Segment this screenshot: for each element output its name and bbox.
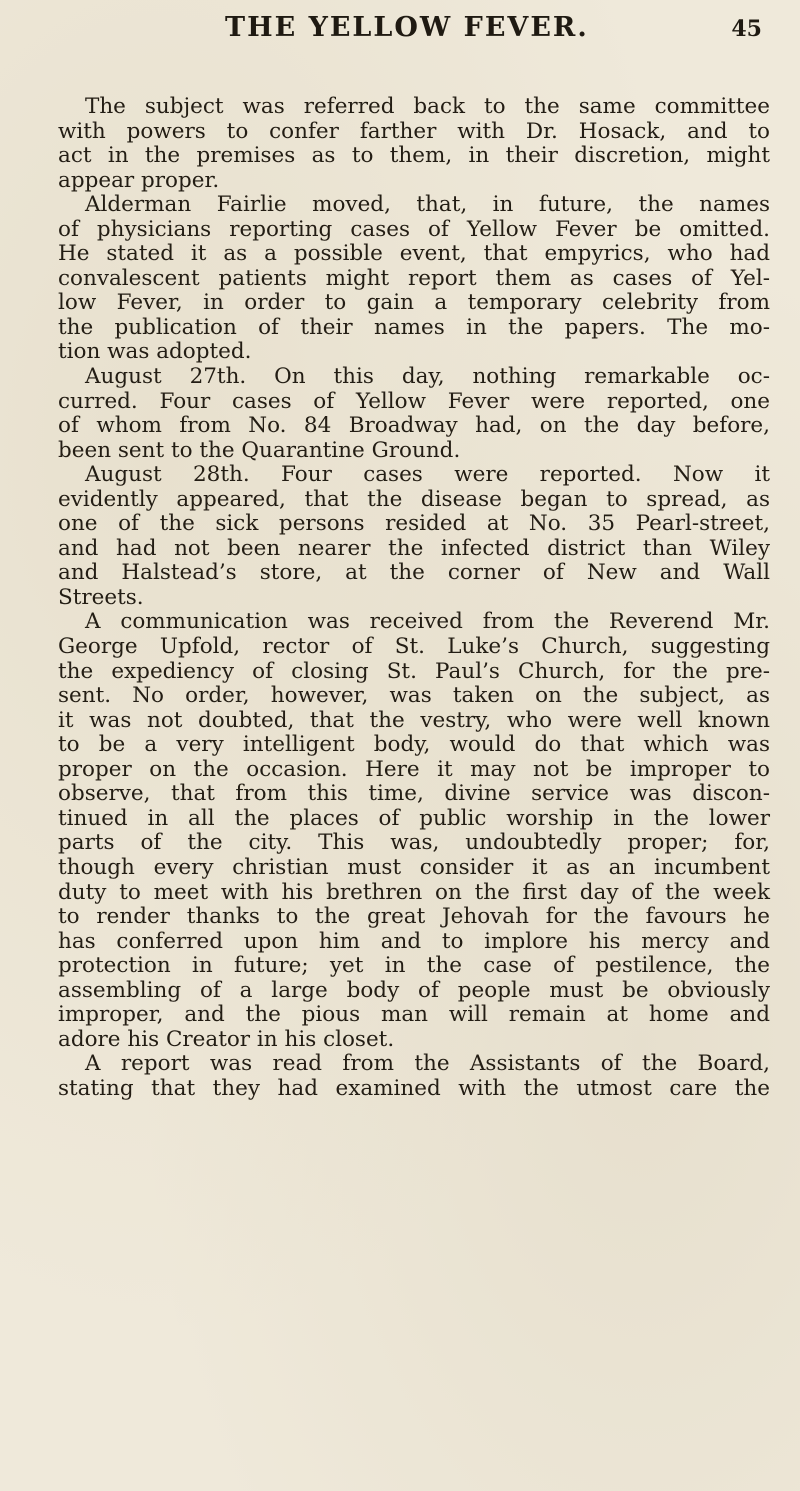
text-line: of physicians reporting cases of Yellow Fever be omitted. [58,216,770,242]
text-line: convalescent patients might report them as cases of Yel- [58,265,770,291]
text-line: to render thanks to the great Jehovah for the favours he [58,904,770,930]
text-line: stating that they had examined with the utmost care the [58,1075,770,1101]
text-line: protection in future; yet in the case of pestilence, the [58,953,770,979]
text-line: August 28th. Four cases were reported. Now it [85,462,770,488]
text-line: A communication was received from the Reverend Mr. [85,609,770,635]
text-line: low Fever, in order to gain a temporary celebrity from [58,290,770,316]
text-line: improper, and the pious man will remain at home and [58,1002,770,1028]
text-line: Streets. [58,584,144,610]
body-text [58,95,770,1101]
text-line: it was not doubted, that the vestry, who were well known [58,707,770,733]
text-line: with powers to confer farther with Dr. Hosack, and to [58,118,770,144]
running-title: THE YELLOW FEVER. [225,12,589,43]
text-line: He stated it as a possible event, that empyrics, who had [58,241,770,267]
text-line: and Halstead’s store, at the corner of New and Wall [58,560,770,586]
page-number: 45 [731,16,762,42]
text-line: Alderman Fairlie moved, that, in future, the names [85,192,770,218]
text-line: of whom from No. 84 Broadway had, on the day before, [58,413,770,439]
running-header [205,10,790,50]
text-line: sent. No order, however, was taken on the subject, as [58,683,770,709]
text-line: act in the premises as to them, in their discretion, might [58,143,770,169]
text-line: though every christian must consider it as an incumbent [58,854,770,880]
text-line: assembling of a large body of people must be obviously [58,977,770,1003]
text-line: adore his Creator in his closet. [58,1026,395,1052]
text-line: A report was read from the Assistants of the Board, [85,1051,770,1077]
text-line: parts of the city. This was, undoubtedly proper; for, [58,830,770,856]
text-line: curred. Four cases of Yellow Fever were reported, one [58,388,770,414]
text-line: the publication of their names in the papers. The mo- [58,314,770,340]
text-line: the expediency of closing St. Paul’s Church, for the pre- [58,658,770,684]
text-line: duty to meet with his brethren on the first day of the week [58,879,770,905]
text-line: George Upfold, rector of St. Luke’s Church, suggesting [58,634,770,660]
text-line: observe, that from this time, divine service was discon- [58,781,770,807]
text-line: appear proper. [58,167,220,193]
text-line: been sent to the Quarantine Ground. [58,437,461,463]
text-line: and had not been nearer the infected district than Wiley [58,535,770,561]
text-line: has conferred upon him and to implore his mercy and [58,928,770,954]
text-line: tinued in all the places of public worship in the lower [58,805,770,831]
text-line: tion was adopted. [58,339,252,365]
text-line: evidently appeared, that the disease began to spread, as [58,486,770,512]
text-line: to be a very intelligent body, would do that which was [58,732,770,758]
text-line: The subject was referred back to the same committee [85,94,770,119]
text-line: one of the sick persons resided at No. 35 Pearl-street, [58,511,770,537]
text-line: August 27th. On this day, nothing remarkable oc- [85,364,770,390]
text-line: proper on the occasion. Here it may not be improper to [58,756,770,782]
